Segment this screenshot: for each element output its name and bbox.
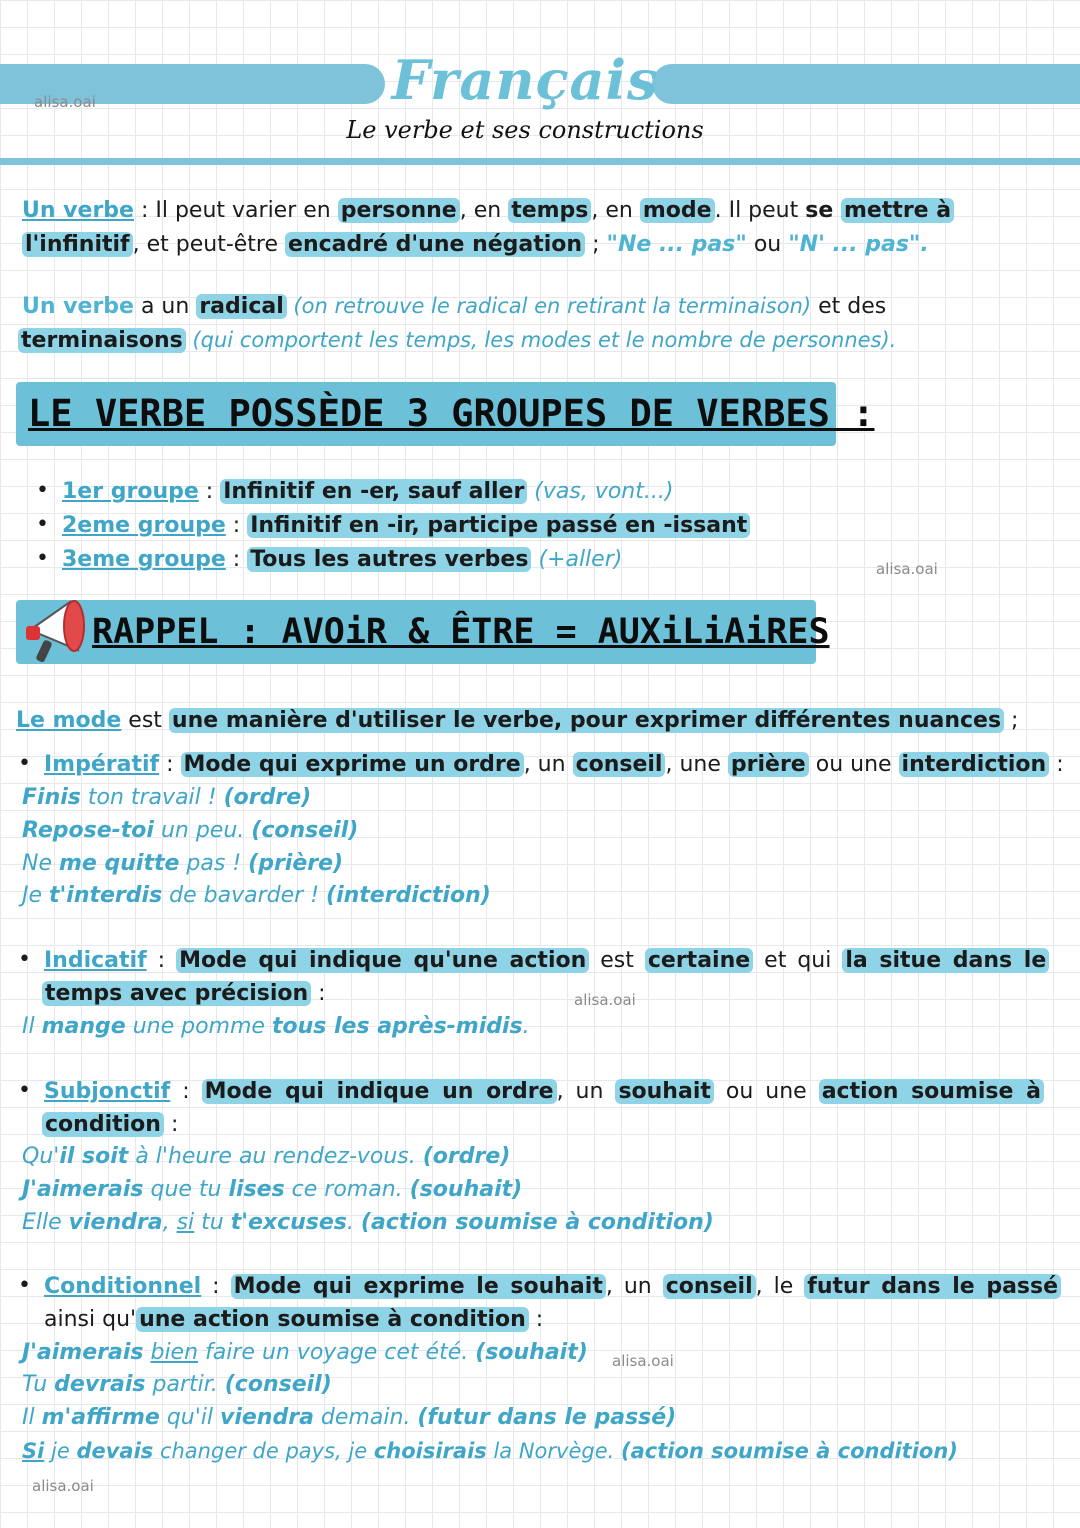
text: , et peut-être — [132, 232, 286, 257]
text: demain. — [313, 1405, 418, 1430]
bold-text: t'excuses — [230, 1210, 347, 1235]
parenthetical: (on retrouve le radical en retirant la terminaison) — [286, 294, 812, 318]
highlight: la situe dans le — [842, 948, 1049, 973]
watermark: alisa.oai — [612, 1352, 674, 1370]
highlight: futur dans le passé — [804, 1274, 1061, 1299]
underlined-text: si — [176, 1210, 195, 1235]
parenthetical: (qui comportent les temps, les modes et le nombre de personnes). — [185, 328, 897, 352]
text: . — [346, 1210, 361, 1235]
watermark: alisa.oai — [876, 560, 938, 578]
bold-text: tous les après-midis — [271, 1014, 523, 1039]
bold-text: me quitte — [59, 851, 180, 876]
bullet: • — [36, 546, 49, 571]
example-line — [22, 1142, 510, 1172]
bold-text: (interdiction) — [326, 883, 491, 908]
underlined-text: Si — [22, 1439, 45, 1463]
text: Elle — [22, 1210, 69, 1235]
highlight: interdiction — [899, 752, 1050, 777]
text: a un — [133, 294, 197, 319]
indicatif-definition — [44, 946, 1049, 976]
list-item — [62, 545, 622, 575]
highlight: l'infinitif — [22, 232, 133, 257]
group-label: 2eme groupe — [62, 513, 226, 538]
list-item — [62, 511, 750, 541]
bold-text: t'interdis — [49, 883, 163, 908]
watermark: alisa.oai — [32, 1477, 94, 1495]
text: . Il peut — [714, 198, 806, 223]
bullet: • — [18, 947, 31, 972]
text: faire un voyage cet été. — [198, 1340, 476, 1365]
text: est — [121, 708, 169, 733]
group-label: 3eme groupe — [62, 547, 226, 572]
text: : — [201, 1274, 231, 1299]
text: ce roman. — [284, 1177, 410, 1202]
text: changer de pays, je — [153, 1439, 374, 1463]
mode-label-indicatif: Indicatif — [44, 948, 147, 973]
text: tu — [194, 1210, 231, 1235]
text: Tu — [22, 1372, 55, 1397]
text: : — [146, 948, 177, 973]
megaphone-bell — [64, 601, 84, 651]
conditionnel-definition-cont — [44, 1305, 543, 1335]
highlight: mode — [640, 198, 715, 223]
text: : — [159, 752, 181, 777]
imperatif-definition — [44, 750, 1064, 780]
note: (+aller) — [531, 547, 623, 572]
text: : — [1049, 752, 1064, 777]
text: , en — [459, 198, 509, 223]
mode-label-subjonctif: Subjonctif — [44, 1079, 171, 1104]
bold-text: lises — [228, 1177, 285, 1202]
page-subtitle: Le verbe et ses constructions — [346, 116, 704, 144]
text: , le — [755, 1274, 805, 1299]
example-line — [22, 1403, 676, 1433]
text: et qui — [753, 948, 843, 973]
page-title: Français — [391, 48, 659, 112]
subjonctif-definition — [44, 1077, 1044, 1107]
heading-text: RAPPEL : AVOiR & ÊTRE = AUXiLiAiRES — [92, 612, 830, 652]
quote: "N' ... pas". — [788, 232, 929, 257]
text: je — [44, 1439, 77, 1463]
text: de bavarder ! — [162, 883, 327, 908]
example-line — [22, 783, 311, 813]
header-underline — [0, 158, 1080, 165]
text: Qu' — [22, 1144, 60, 1169]
text: : — [163, 1112, 179, 1137]
bold-text: (prière) — [248, 851, 344, 876]
list-item — [62, 477, 673, 507]
text: une pomme — [125, 1014, 272, 1039]
highlight: conseil — [573, 752, 666, 777]
text: : — [528, 1307, 544, 1332]
text: et des — [811, 294, 887, 319]
text: : — [198, 479, 221, 504]
example-line — [22, 1012, 530, 1042]
mode-label-conditionnel: Conditionnel — [44, 1274, 202, 1299]
text: , un — [605, 1274, 663, 1299]
bold-text: devrais — [54, 1372, 146, 1397]
conditionnel-definition — [44, 1272, 1061, 1302]
highlight: certaine — [645, 948, 753, 973]
bold-text: viendra — [68, 1210, 163, 1235]
highlight: mettre à — [841, 198, 954, 223]
bullet: • — [18, 1078, 31, 1103]
highlight: Infinitif en -ir, participe passé en -issant — [247, 513, 750, 538]
highlight: conseil — [663, 1274, 756, 1299]
intro-line-1 — [22, 196, 954, 226]
watermark: alisa.oai — [574, 991, 636, 1009]
bold-text: (futur dans le passé) — [417, 1405, 677, 1430]
text: : — [225, 513, 248, 538]
note: (vas, vont...) — [527, 479, 674, 504]
mode-intro — [16, 706, 1018, 736]
bold-text: J'aimerais — [22, 1340, 144, 1365]
bold-text: J'aimerais — [22, 1177, 144, 1202]
text: Il — [22, 1405, 42, 1430]
text: ; — [1004, 708, 1019, 733]
highlight: radical — [196, 294, 286, 319]
bullet: • — [18, 1273, 31, 1298]
example-line — [22, 1338, 588, 1368]
example-line — [22, 881, 491, 911]
text: ou — [746, 232, 789, 257]
text: Je — [22, 883, 50, 908]
highlight: terminaisons — [18, 328, 186, 353]
bold-text: choisirais — [373, 1439, 487, 1463]
highlight: temps — [508, 198, 591, 223]
megaphone-grip — [26, 626, 40, 640]
highlight: Mode qui exprime le souhait — [231, 1274, 606, 1299]
underlined-text: bien — [150, 1340, 199, 1365]
heading-text: LE VERBE POSSÈDE 3 GROUPES DE VERBES : — [28, 392, 875, 435]
example-line — [22, 1175, 522, 1205]
bold-text: (ordre) — [422, 1144, 511, 1169]
highlight: encadré d'une négation — [285, 232, 585, 257]
text: partir. — [145, 1372, 225, 1397]
term-le-mode: Le mode — [16, 708, 122, 733]
highlight: prière — [728, 752, 809, 777]
indicatif-definition-cont — [42, 979, 326, 1009]
text: : — [225, 547, 248, 572]
text: à l'heure au rendez-vous. — [128, 1144, 423, 1169]
highlight: personne — [338, 198, 460, 223]
bold-text: (action soumise à condition) — [620, 1439, 958, 1463]
highlight: temps avec précision — [42, 981, 311, 1006]
text: Il — [22, 1014, 42, 1039]
text: , — [162, 1210, 177, 1235]
example-line — [22, 1436, 958, 1466]
bold-text: (souhait) — [475, 1340, 588, 1365]
example-line — [22, 849, 343, 879]
intro-line-3 — [22, 291, 886, 322]
text: : Il peut varier en — [133, 198, 338, 223]
quote: "Ne ... pas" — [606, 232, 747, 257]
example-line — [22, 816, 358, 846]
bold-text: (conseil) — [224, 1372, 332, 1397]
highlight: une action soumise à condition — [136, 1307, 529, 1332]
intro-line-2 — [22, 230, 929, 260]
text: un peu. — [153, 818, 252, 843]
bold-text: (souhait) — [409, 1177, 523, 1202]
text: que tu — [143, 1177, 229, 1202]
bullet: • — [18, 751, 31, 776]
example-line — [22, 1208, 714, 1238]
highlight: Tous les autres verbes — [247, 547, 531, 572]
bold-text: m'affirme — [41, 1405, 160, 1430]
megaphone-icon — [22, 590, 92, 670]
term-un-verbe: Un verbe — [22, 294, 134, 319]
bold-text: devais — [76, 1439, 154, 1463]
highlight: Mode qui indique un ordre — [202, 1079, 557, 1104]
bold-text: viendra — [220, 1405, 314, 1430]
highlight: Mode qui exprime un ordre — [181, 752, 524, 777]
bold-text: mange — [41, 1014, 126, 1039]
text: . — [522, 1014, 530, 1039]
text: : — [311, 981, 326, 1006]
text: , en — [591, 198, 640, 223]
example-line — [22, 1370, 332, 1400]
text: , un — [523, 752, 573, 777]
bold-text: (action soumise à condition) — [360, 1210, 714, 1235]
bold-text: Repose-toi — [22, 818, 154, 843]
mode-label-imperatif: Impératif — [44, 752, 160, 777]
text: Ne — [22, 851, 59, 876]
megaphone-handle — [35, 639, 52, 663]
text: : — [170, 1079, 202, 1104]
bold-text: (conseil) — [251, 818, 359, 843]
text: qu'il — [159, 1405, 220, 1430]
bold-text: Finis — [22, 785, 81, 810]
text: ou une — [808, 752, 899, 777]
highlight: condition — [42, 1112, 164, 1137]
group-label: 1er groupe — [62, 479, 199, 504]
text: , une — [665, 752, 728, 777]
watermark: alisa.oai — [34, 93, 96, 111]
term-un-verbe: Un verbe — [22, 198, 134, 223]
bullet: • — [36, 512, 49, 537]
highlight: souhait — [615, 1079, 713, 1104]
text: ou une — [713, 1079, 819, 1104]
highlight: une manière d'utiliser le verbe, pour exprimer différentes nuances — [169, 708, 1004, 733]
section-heading-groupes — [16, 382, 875, 446]
section-heading-rappel — [16, 600, 830, 664]
text: pas ! — [179, 851, 249, 876]
text: ainsi qu' — [44, 1307, 137, 1332]
text: la Norvège. — [486, 1439, 621, 1463]
intro-line-4 — [18, 325, 896, 356]
highlight: Mode qui indique qu'une action — [176, 948, 589, 973]
bold-text: il soit — [59, 1144, 129, 1169]
bold-text: (ordre) — [223, 785, 312, 810]
text: ; — [585, 232, 607, 257]
bold-text: se — [805, 198, 841, 223]
highlight: action soumise à — [819, 1079, 1044, 1104]
text: ton travail ! — [80, 785, 224, 810]
bullet: • — [36, 478, 49, 503]
text: , un — [556, 1079, 616, 1104]
text: est — [589, 948, 645, 973]
subjonctif-definition-cont — [42, 1110, 178, 1140]
highlight: Infinitif en -er, sauf aller — [220, 479, 527, 504]
